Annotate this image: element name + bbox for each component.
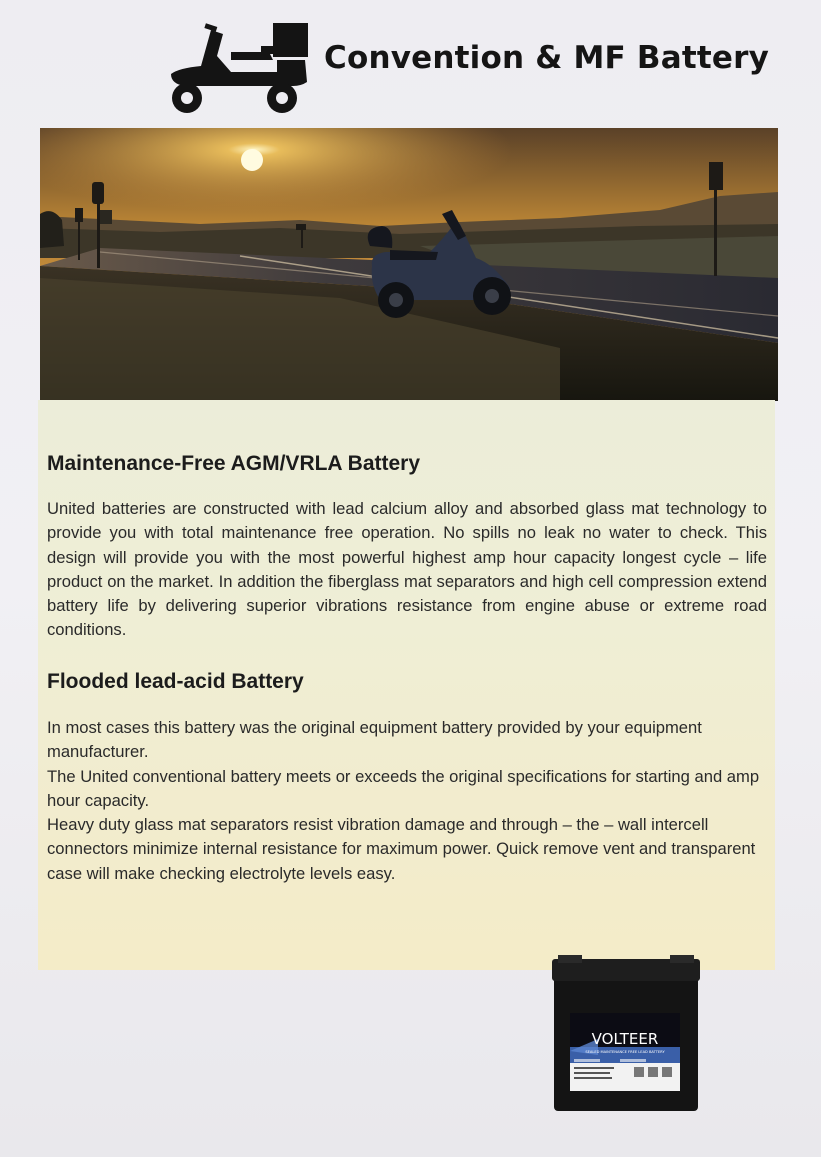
description-panel — [38, 400, 775, 970]
flooded-paragraph: In most cases this battery was the original equipment battery provided by your equipment manufacturer. — [47, 718, 702, 762]
section-body-agm: United batteries are constructed with lead calcium alloy and absorbed glass mat technology to provide you with total maintenance free operation. No spills no leak no water to check. This design will provide you with the most powerful highest amp hour capacity longest cycle – life product on the market. In addition the fiberglass mat separators and high cell compression extend battery life by delivering superior vibrations resistance from engine abuse or extreme road conditions. — [47, 499, 767, 640]
battery-tagline: SEALED MAINTENANCE FREE LEAD BATTERY — [585, 1050, 665, 1054]
section-heading-agm: Maintenance-Free AGM/VRLA Battery — [47, 452, 421, 475]
flooded-paragraph: Heavy duty glass mat separators resist vibration damage and through – the – wall intercell connectors minimize internal resistance for maximum power. Quick remove vent and transparent case will make checking electrolyte levels easy. — [47, 815, 756, 883]
section-heading-flooded: Flooded lead-acid Battery — [47, 670, 304, 693]
battery-brand: VOLTEER — [591, 1030, 659, 1048]
flooded-paragraph: The United conventional battery meets or exceeds the original specifications for starting and amp hour capacity. — [47, 766, 760, 810]
section-body-flooded — [47, 716, 767, 886]
scooter-sunset-road-photo — [40, 128, 778, 401]
battery-product-image — [550, 955, 702, 1115]
page-title: Convention & MF Battery — [324, 40, 769, 76]
scooter-delivery-icon — [165, 22, 310, 114]
